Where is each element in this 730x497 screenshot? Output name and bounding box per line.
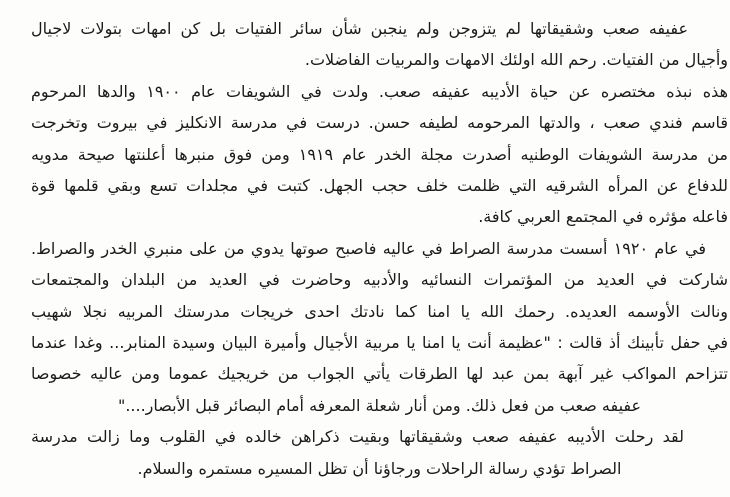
text-line: تتزاحم المواكب غير آبهة بمن عبد لها الطرقات يأتي الجواب من خريجيك عموما ومن عاليه خصوصا [31, 364, 728, 384]
text-line: شاركت في العديد من المؤتمرات النسائيه والأدبيه وحاضرت في العديد من البلدان والمجتمعات [31, 270, 728, 290]
text-line: فاعله مؤثره في المجتمع العربي كافة. [478, 207, 728, 227]
text-line: ونالت الأوسمه العديده. رحمك الله يا امنا كما نادتك احدى خريجات مدرستك المربيه نجلا شهيب [31, 301, 728, 321]
text-line: في حفل تأبينك أذ قالت : "عظيمة أنت يا امنا يا مربية الأجيال وأميرة البيان وسيدة المنابر... وغدا عندما [31, 333, 728, 353]
text-line: عفيفه صعب من فعل ذلك. ومن أنار شعلة المعرفه أمام البصائر قبل الأبصار...." [117, 395, 642, 415]
text-line: عفيفه صعب وشقيقاتها لم يتزوجن ولم ينجبن شأن سائر الفتيات بل كن امهات بتولات لاجيال [31, 19, 688, 38]
text-line: لقد رحلت الأديبه عفيفه صعب وشقيقاتها وبقيت ذكراهن خالده في القلوب وما زالت مدرسة [31, 427, 684, 447]
text-line: الصراط تؤدي رسالة الراحلات ورجاؤنا أن تظل المسيره مستمره والسلام. [137, 458, 622, 478]
text-line: من مدرسة الشويفات الوطنيه أصدرت مجلة الخدر عام ١٩١٩ ومن فوق منبرها أعلنتها صيحة مدويه [31, 144, 728, 164]
text-line: للدفاع عن المرأه الشرقيه التي ظلمت خلف حجب الجهل. كتبت في مجلدات تسع وبقي قلمها قوة [31, 176, 728, 196]
text-line: وأجيال من الفتيات. رحم الله اولئك الامهات والمربيات الفاضلات. [304, 50, 728, 70]
text-line: في عام ١٩٢٠ أسست مدرسة الصراط في عاليه فاصبح صوتها يدوي من على منبري الخدر والصراط. [31, 238, 706, 258]
text-line: هذه نبذه مختصره عن حياة الأديبه عفيفه صعب. ولدت في الشويفات عام ١٩٠٠ والدها المرحوم [31, 81, 729, 101]
text-line: قاسم فندي صعب ، والدتها المرحومه لطيفه حسن. درست في مدرسة الانكليز في بيروت وتخرجت [31, 113, 728, 133]
